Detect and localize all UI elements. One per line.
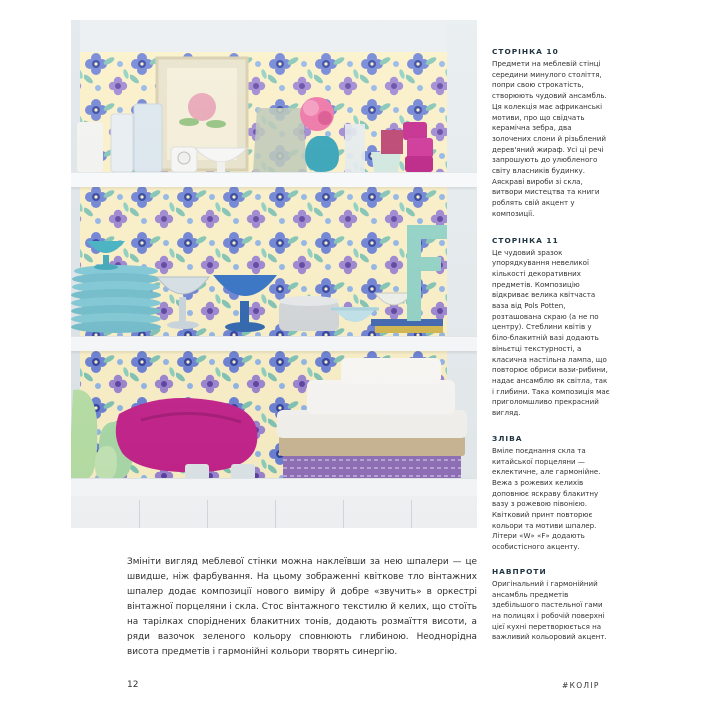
shelf-middle (71, 336, 477, 351)
caption-page-10 (492, 47, 610, 220)
caption-text: Вміле поєднання скла та китайської порцеляни — еклектичне, але гармонійне. Вежа з рожевих келихів доповнює яскраву блакитну вазу з рожевою півонією. Квітковий принт повторює кольори та мотиви шпалер. Літери «W» «F» додають особистісного акценту. (492, 445, 601, 552)
white-cup (77, 122, 103, 172)
section-tag: #КОЛІР (562, 681, 600, 690)
green-vase (71, 390, 97, 478)
bottom-shelf-objects (71, 350, 477, 480)
middle-shelf-objects (71, 185, 477, 339)
page-number: 12 (127, 680, 139, 690)
caption-opposite (492, 567, 610, 643)
caption-page-11 (492, 236, 610, 419)
cabinet-door-divider (139, 500, 140, 528)
blue-goblet (213, 275, 277, 296)
shelf-bottom (71, 478, 477, 497)
cabinet-door-divider (275, 500, 276, 528)
caption-heading: СТОРІНКА 11 (492, 235, 559, 245)
caption-heading: СТОРІНКА 10 (492, 47, 559, 56)
cabinet-base (71, 496, 477, 528)
glass-jar (134, 104, 162, 172)
letter-f (407, 225, 447, 321)
captions-sidebar (492, 47, 610, 659)
teal-vase (305, 136, 339, 172)
caption-heading: ЗЛІВА (492, 433, 523, 443)
cabinet-door-divider (343, 500, 344, 528)
cabinet-door-divider (207, 500, 208, 528)
cabinet-top (71, 20, 477, 52)
caption-heading: НАВПРОТИ (492, 566, 547, 576)
caption-text: Оригінальний і гармонійний ансамбль предметів здебільшого пастельної гами на полицях і робочій поверхні цієї кухні перетворюється на важливий кольоровий акцент. (492, 578, 607, 642)
main-paragraph: Змініти вигляд меблевої стінки можна наклеївши за нею шпалери — це швидше, ніж фарбування. На цьому зображенні квіткове тло вінтажних шпалер додає композиції нового виміру й добре «звучить» в оркестрі вінтажної порцеляни і скла. Стос вінтажного текстилю й келих, що стоїть на тарілках споріднених блакитних тонів, додають розмаїття висоти, а ряди вазочок зеленого кольору сповнюють глибиною. Неоднорідна висота предметів і гармонійні кольори творять синергію. (127, 557, 477, 657)
blue-plates (71, 265, 161, 333)
top-shelf-objects (71, 52, 477, 176)
caption-text: Це чудовий зразок упорядкування невеликої кількості декоративних предметів. Композицію відкриває велика квітчаста ваза від Pols Potten, розташована скраю (а не по центру). Стеблини квітів у біло-блакитній вазі додають віньєтці текстурності, а класична настільна лампа, що повторює обриси вази-рибини, надає ансамблю як світла, так і глибини. Така композиція має приголомшливо прекрасний вигляд. (492, 247, 610, 418)
magenta-cushion (116, 398, 258, 472)
cabinet-door-divider (411, 500, 412, 528)
caption-text: Предмети на меблевій стінці середини минулого століття, попри свою строкатість, створюють чудовий ансамбль. Ця колекція має африканські мотиви, про що свідчать керамічна зебра, два золочених слони й різьблений дерев'яний жираф. Усі ці речі запрошують до улюбленого світу власників будинку. Аяскраві вироби зі скла, витвори мистецтва та книги роблять свій акцент у композиції. (492, 59, 607, 218)
shelf-photo (71, 20, 477, 528)
caption-left (492, 434, 610, 553)
textile-stack (277, 358, 467, 480)
